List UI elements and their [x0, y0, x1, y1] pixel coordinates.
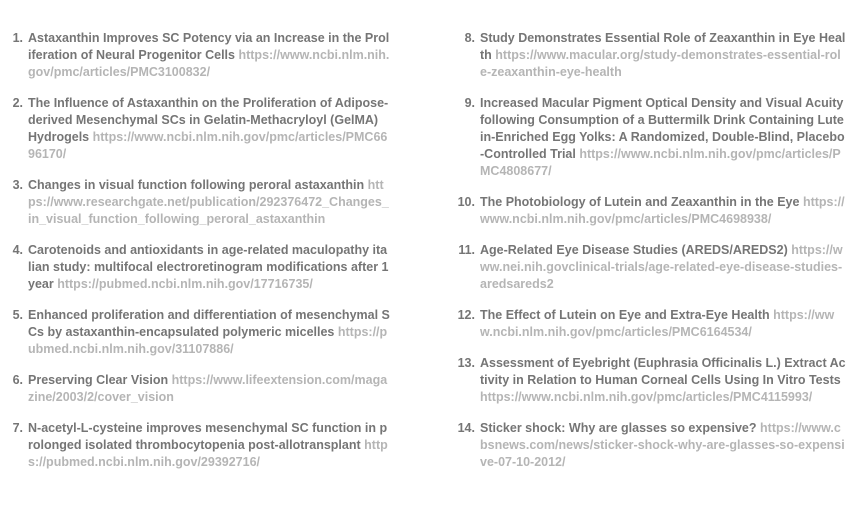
reference-number: 12.: [457, 308, 475, 322]
reference-link[interactable]: https://pubmed.ncbi.nlm.nih.gov/31107886/: [28, 325, 388, 356]
reference-item: [6, 372, 390, 406]
reference-title: Carotenoids and antioxidants in age-related maculopathy italian study: multifocal electroretinogram modifications after 1 year: [28, 243, 389, 291]
reference-link[interactable]: https://www.macular.org/study-demonstrates-essential-role-zeaxanthin-eye-health: [480, 48, 841, 79]
reference-item: [448, 420, 846, 471]
reference-text: [28, 420, 390, 471]
reference-text: [480, 242, 846, 293]
reference-item: [448, 242, 846, 293]
references-right-column: [448, 30, 846, 516]
reference-item: [6, 30, 390, 81]
reference-text: [480, 194, 846, 228]
reference-number: 13.: [457, 356, 475, 370]
reference-number: 3.: [12, 178, 23, 192]
reference-item: [448, 355, 846, 406]
reference-title: Assessment of Eyebright (Euphrasia Officinalis L.) Extract Activity in Relation to Human Corneal Cells Using In Vitro Tests: [480, 356, 846, 387]
reference-title: Changes in visual function following peroral astaxanthin: [28, 178, 365, 192]
reference-title: Study Demonstrates Essential Role of Zeaxanthin in Eye Health: [480, 31, 846, 62]
reference-number: 10.: [457, 195, 475, 209]
reference-text: [480, 420, 846, 471]
reference-link[interactable]: https://www.researchgate.net/publication/292376472_Changes_in_visual_function_following_peroral_astaxanthin: [28, 178, 389, 226]
reference-link[interactable]: https://pubmed.ncbi.nlm.nih.gov/17716735/: [57, 277, 313, 291]
reference-text: [480, 95, 846, 180]
reference-item: [6, 307, 390, 358]
reference-title: The Photobiology of Lutein and Zeaxanthin in the Eye: [480, 195, 800, 209]
reference-text: [480, 355, 846, 406]
reference-link[interactable]: https://www.nei.nih.govclinical-trials/age-related-eye-disease-studies-aredsareds2: [480, 243, 843, 291]
reference-title: Sticker shock: Why are glasses so expensive?: [480, 421, 757, 435]
reference-number: 7.: [12, 421, 23, 435]
reference-number: 6.: [12, 373, 23, 387]
reference-title: Preserving Clear Vision: [28, 373, 169, 387]
reference-text: [28, 307, 390, 358]
reference-title: N-acetyl-L-cysteine improves mesenchymal SC function in prolonged isolated thrombocytopenia post-allotransplant: [28, 421, 388, 452]
reference-item: [448, 95, 846, 180]
reference-number: 2.: [12, 96, 23, 110]
reference-number: 14.: [457, 421, 475, 435]
reference-title: Astaxanthin Improves SC Potency via an Increase in the Proliferation of Neural Progenitor Cells: [28, 31, 390, 62]
reference-title: The Effect of Lutein on Eye and Extra-Eye Health: [480, 308, 770, 322]
reference-link[interactable]: https://www.lifeextension.com/magazine/2003/2/cover_vision: [28, 373, 388, 404]
reference-number: 9.: [464, 96, 475, 110]
reference-text: [28, 30, 390, 81]
reference-text: [28, 372, 390, 406]
reference-item: [6, 420, 390, 471]
reference-text: [480, 307, 846, 341]
reference-link[interactable]: https://www.ncbi.nlm.nih.gov/pmc/articles/PMC6164534/: [480, 308, 835, 339]
reference-number: 4.: [12, 243, 23, 257]
reference-number: 1.: [12, 31, 23, 45]
reference-number: 11.: [458, 243, 475, 257]
reference-item: [6, 177, 390, 228]
reference-number: 8.: [464, 31, 475, 45]
reference-title: The Influence of Astaxanthin on the Proliferation of Adipose-derived Mesenchymal SCs in Gelatin-Methacryloyl (GelMA) Hydrogels: [28, 96, 389, 144]
reference-link[interactable]: https://pubmed.ncbi.nlm.nih.gov/29392716/: [28, 438, 388, 469]
reference-link[interactable]: https://www.ncbi.nlm.nih.gov/pmc/articles/PMC6696170/: [28, 130, 388, 161]
reference-title: Enhanced proliferation and differentiation of mesenchymal SCs by astaxanthin-encapsulated polymeric micelles: [28, 308, 390, 339]
reference-item: [448, 307, 846, 341]
reference-text: [28, 242, 390, 293]
reference-text: [28, 177, 390, 228]
reference-link[interactable]: https://www.ncbi.nlm.nih.gov/pmc/articles/PMC4808677/: [480, 147, 841, 178]
references-left-column: [6, 30, 390, 516]
reference-link[interactable]: https://www.ncbi.nlm.nih.gov/pmc/articles/PMC3100832/: [28, 48, 390, 79]
reference-item: [6, 95, 390, 163]
reference-item: [6, 242, 390, 293]
reference-text: [480, 30, 846, 81]
reference-link[interactable]: https://www.ncbi.nlm.nih.gov/pmc/articles/PMC4115993/: [480, 390, 813, 404]
reference-text: [28, 95, 390, 163]
reference-link[interactable]: https://www.ncbi.nlm.nih.gov/pmc/articles/PMC4698938/: [480, 195, 845, 226]
reference-title: Increased Macular Pigment Optical Density and Visual Acuity following Consumption of a Buttermilk Drink Containing Lutein-Enriched Egg Yolks: A Randomized, Double-Blind, Placebo-Controlled Trial: [480, 96, 845, 161]
reference-title: Age-Related Eye Disease Studies (AREDS/AREDS2): [480, 243, 788, 257]
reference-item: [448, 30, 846, 81]
reference-link[interactable]: https://www.cbsnews.com/news/sticker-shock-why-are-glasses-so-expensive-07-10-2012/: [480, 421, 845, 469]
reference-item: [448, 194, 846, 228]
reference-number: 5.: [12, 308, 23, 322]
